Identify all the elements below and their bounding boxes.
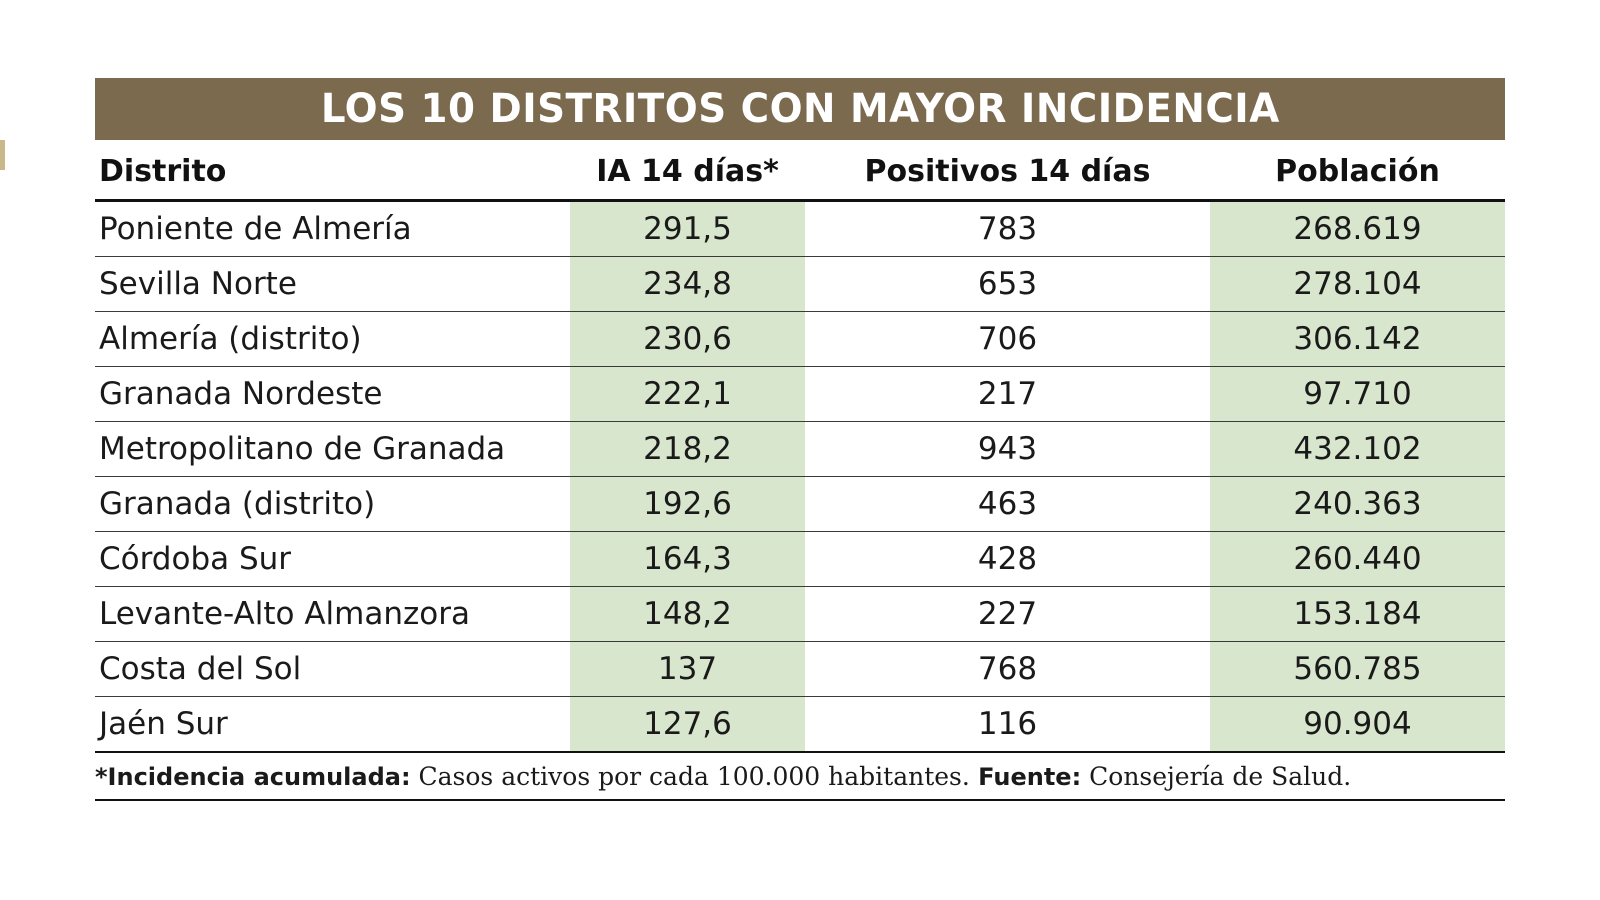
cell-poblacion: 260.440 — [1210, 532, 1505, 587]
footnote-text-fuente: Consejería de Salud. — [1081, 762, 1352, 791]
cell-poblacion: 432.102 — [1210, 422, 1505, 477]
cell-ia: 218,2 — [570, 422, 805, 477]
table-row — [95, 201, 1505, 257]
table-body — [95, 201, 1505, 753]
cell-positivos: 227 — [805, 587, 1210, 642]
table-header — [95, 140, 1505, 201]
table-row — [95, 312, 1505, 367]
table-row — [95, 587, 1505, 642]
cell-poblacion: 90.904 — [1210, 697, 1505, 753]
cell-positivos: 943 — [805, 422, 1210, 477]
page-edge-mark — [0, 140, 5, 170]
cell-distrito: Granada (distrito) — [95, 477, 570, 532]
table-row — [95, 257, 1505, 312]
cell-poblacion: 240.363 — [1210, 477, 1505, 532]
incidence-table-container — [95, 78, 1505, 801]
cell-distrito: Costa del Sol — [95, 642, 570, 697]
cell-distrito: Levante-Alto Almanzora — [95, 587, 570, 642]
page-title: LOS 10 DISTRITOS CON MAYOR INCIDENCIA — [320, 86, 1280, 132]
cell-distrito: Poniente de Almería — [95, 201, 570, 257]
cell-distrito: Córdoba Sur — [95, 532, 570, 587]
footnote-label-fuente: Fuente: — [969, 763, 1082, 791]
table-row — [95, 367, 1505, 422]
table-row — [95, 532, 1505, 587]
table-row — [95, 422, 1505, 477]
table-header-row — [95, 140, 1505, 201]
cell-positivos: 217 — [805, 367, 1210, 422]
cell-poblacion: 278.104 — [1210, 257, 1505, 312]
cell-poblacion: 268.619 — [1210, 201, 1505, 257]
cell-positivos: 706 — [805, 312, 1210, 367]
cell-positivos: 653 — [805, 257, 1210, 312]
footnote-label-incidencia: *Incidencia acumulada: — [95, 763, 411, 791]
cell-ia: 234,8 — [570, 257, 805, 312]
cell-ia: 222,1 — [570, 367, 805, 422]
footnote-text-incidencia: Casos activos por cada 100.000 habitantes. — [410, 762, 970, 791]
column-header-distrito: Distrito — [95, 140, 570, 201]
cell-positivos: 783 — [805, 201, 1210, 257]
incidence-table — [95, 140, 1505, 753]
cell-distrito: Granada Nordeste — [95, 367, 570, 422]
cell-ia: 148,2 — [570, 587, 805, 642]
title-bar — [95, 78, 1505, 140]
cell-positivos: 768 — [805, 642, 1210, 697]
cell-poblacion: 560.785 — [1210, 642, 1505, 697]
table-row — [95, 697, 1505, 753]
cell-ia: 164,3 — [570, 532, 805, 587]
cell-positivos: 463 — [805, 477, 1210, 532]
table-row — [95, 642, 1505, 697]
cell-distrito: Jaén Sur — [95, 697, 570, 753]
table-row — [95, 477, 1505, 532]
cell-distrito: Metropolitano de Granada — [95, 422, 570, 477]
cell-poblacion: 153.184 — [1210, 587, 1505, 642]
cell-distrito: Sevilla Norte — [95, 257, 570, 312]
cell-ia: 230,6 — [570, 312, 805, 367]
cell-positivos: 116 — [805, 697, 1210, 753]
column-header-positivos: Positivos 14 días — [805, 140, 1210, 201]
cell-positivos: 428 — [805, 532, 1210, 587]
cell-ia: 127,6 — [570, 697, 805, 753]
table-footnote — [95, 762, 1505, 801]
column-header-ia: IA 14 días* — [570, 140, 805, 201]
cell-ia: 137 — [570, 642, 805, 697]
cell-poblacion: 306.142 — [1210, 312, 1505, 367]
cell-ia: 291,5 — [570, 201, 805, 257]
cell-poblacion: 97.710 — [1210, 367, 1505, 422]
cell-ia: 192,6 — [570, 477, 805, 532]
column-header-poblacion: Población — [1210, 140, 1505, 201]
cell-distrito: Almería (distrito) — [95, 312, 570, 367]
